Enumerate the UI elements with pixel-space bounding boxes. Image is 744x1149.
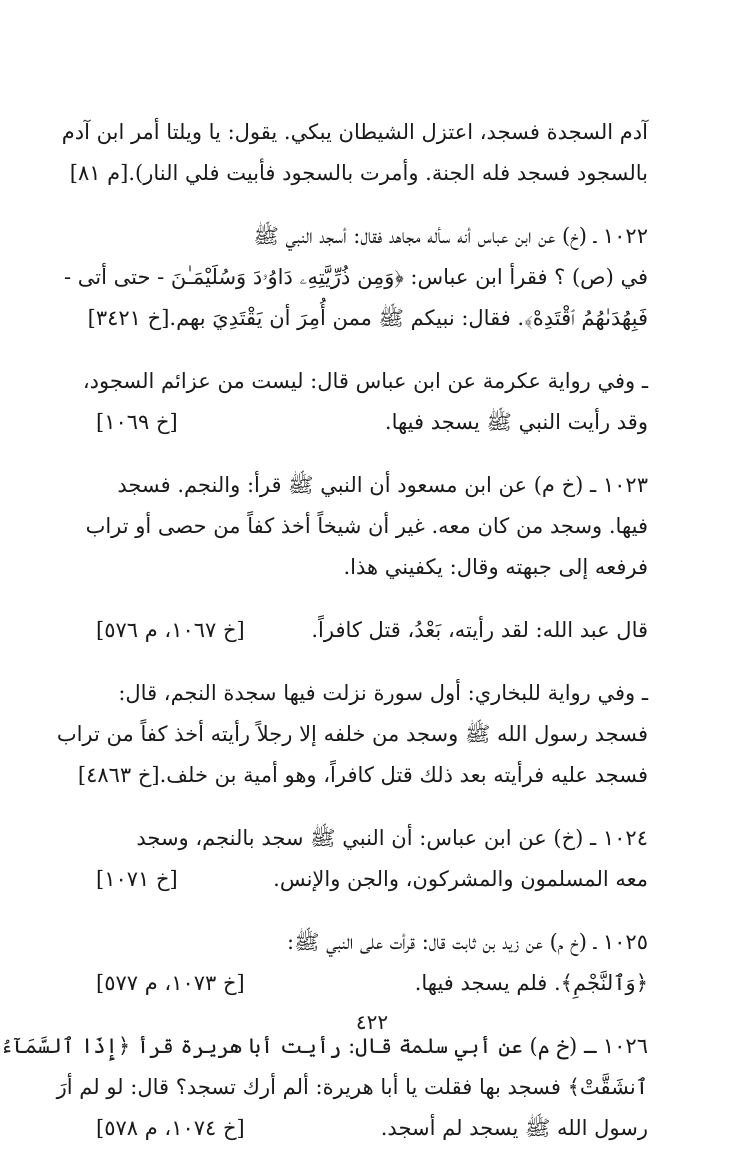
text-line [96, 1108, 648, 1149]
line-text: ـ وفي رواية للبخاري: أول سورة نزلت فيها سجدة النجم، قال: [118, 681, 648, 705]
hadith-1023 [85, 465, 648, 588]
line-text: ١٠٢٣ ـ (خ م) عن ابن مسعود أن النبي ﷺ قرأ: والنجم. فسجد [117, 473, 648, 497]
line-text: ١٠٢٤ ـ (خ) عن ابن عباس: أن النبي ﷺ سجد بالنجم، وسجد [136, 826, 648, 850]
text-line [96, 547, 648, 588]
hadith-reference: [خ ٣٤٢١] [87, 306, 170, 330]
hadith-reference: [م ٨١] [69, 161, 129, 185]
line-text: ـ وفي رواية عكرمة عن ابن عباس قال: ليست من عزائم السجود، [82, 369, 648, 393]
text-line [61, 112, 648, 153]
hadith-1026 [0, 1026, 648, 1149]
line-text: ١٠٢٦ ـ (خ م) عن أبي سلمة قال: رأيت أبا هريرة قرأ ﴿إِذَا ٱلسَّمَآءُ [0, 1034, 648, 1058]
text-line [69, 153, 648, 194]
line-text: آدم السجدة فسجد، اعتزل الشيطان يبكي. يقول: يا ويلتا أمر ابن آدم [61, 120, 648, 144]
text-line [96, 673, 648, 714]
line-text: فيها. وسجد من كان معه. غير أن شيخاً أخذ كفاً من حصى أو تراب [85, 514, 648, 538]
text-line [96, 859, 648, 900]
text-line [85, 506, 648, 547]
hadith-1022 [64, 216, 648, 339]
line-text: فسجد رسول الله ﷺ وسجد من خلفه إلا رجلاً رأيته أخذ كفاً من تراب [56, 722, 648, 746]
text-line [96, 963, 648, 1004]
hadith-reference: [خ ١٠٦٩] [96, 410, 178, 434]
line-text: ﴿وَٱلنَّجْمِ﴾. فلم يسجد فيها. [414, 971, 648, 995]
hadith-reference: [خ ١٠٦٧، م ٥٧٦] [96, 618, 245, 642]
line-text: معه المسلمون والمشركون، والجن والإنس. [273, 867, 648, 891]
text-line [82, 361, 648, 402]
text-line [96, 818, 648, 859]
line-text: بالسجود فسجد فله الجنة. وأمرت بالسجود فأبيت فلي النار). [128, 161, 648, 185]
narration-ikrimah [82, 361, 648, 443]
line-text: رسول الله ﷺ يسجد لم أسجد. [380, 1116, 648, 1140]
line-text: فَبِهُدَىٰهُمُ ٱقْتَدِهْ﴾. فقال: نبيكم ﷺ ممن أُمِرَ أن يَقْتَدِيَ بهم. [169, 306, 648, 330]
text-line [56, 714, 648, 755]
text-line [77, 755, 648, 796]
hadith-1024 [96, 818, 648, 900]
page-number: ٤٢٢ [355, 1010, 389, 1034]
line-text: ١٠٢٢ ـ (خ) عن ابن عباس أنه سأله مجاهد فقال: أسجد النبي ﷺ [253, 224, 648, 248]
line-text: وقد رأيت النبي ﷺ يسجد فيها. [384, 410, 648, 434]
text-line [96, 610, 648, 651]
hadith-1025 [96, 922, 648, 1004]
abdullah-statement [96, 610, 648, 651]
text-line [96, 465, 648, 506]
line-text: في (ص) ؟ فقرأ ابن عباس: ﴿وَمِن ذُرِّيَّتِهِۦ دَاوُۥدَ وَسُلَيْمَـٰنَ - حتى أتى - [64, 265, 648, 289]
hadith-reference: [خ ١٠٧٣، م ٥٧٧] [96, 971, 245, 995]
line-text: ٱنشَقَّتْ﴾ فسجد بها فقلت يا أبا هريرة: ألم أرك تسجد؟ قال: لو لم أرَ [56, 1075, 648, 1099]
text-line [64, 257, 648, 298]
paragraph-iblis-weeping [61, 112, 648, 194]
line-text: فرفعه إلى جبهته وقال: يكفيني هذا. [343, 555, 648, 579]
narration-bukhari [56, 673, 648, 796]
text-line [96, 402, 648, 443]
line-text: ١٠٢٥ ـ (خ م) عن زيد بن ثابت قال: قرأت على النبي ﷺ: [287, 930, 648, 954]
text-line [87, 298, 648, 339]
text-line [56, 1067, 648, 1108]
hadith-reference: [خ ١٠٧٤، م ٥٧٨] [96, 1116, 245, 1140]
hadith-reference: [خ ١٠٧١] [96, 867, 178, 891]
line-text: فسجد عليه فرأيته بعد ذلك قتل كافراً، وهو أمية بن خلف. [159, 763, 648, 787]
text-line [96, 216, 648, 257]
text-line [96, 922, 648, 963]
line-text: قال عبد الله: لقد رأيته، بَعْدُ، قتل كافراً. [311, 618, 648, 642]
hadith-reference: [خ ٤٨٦٣] [77, 763, 160, 787]
